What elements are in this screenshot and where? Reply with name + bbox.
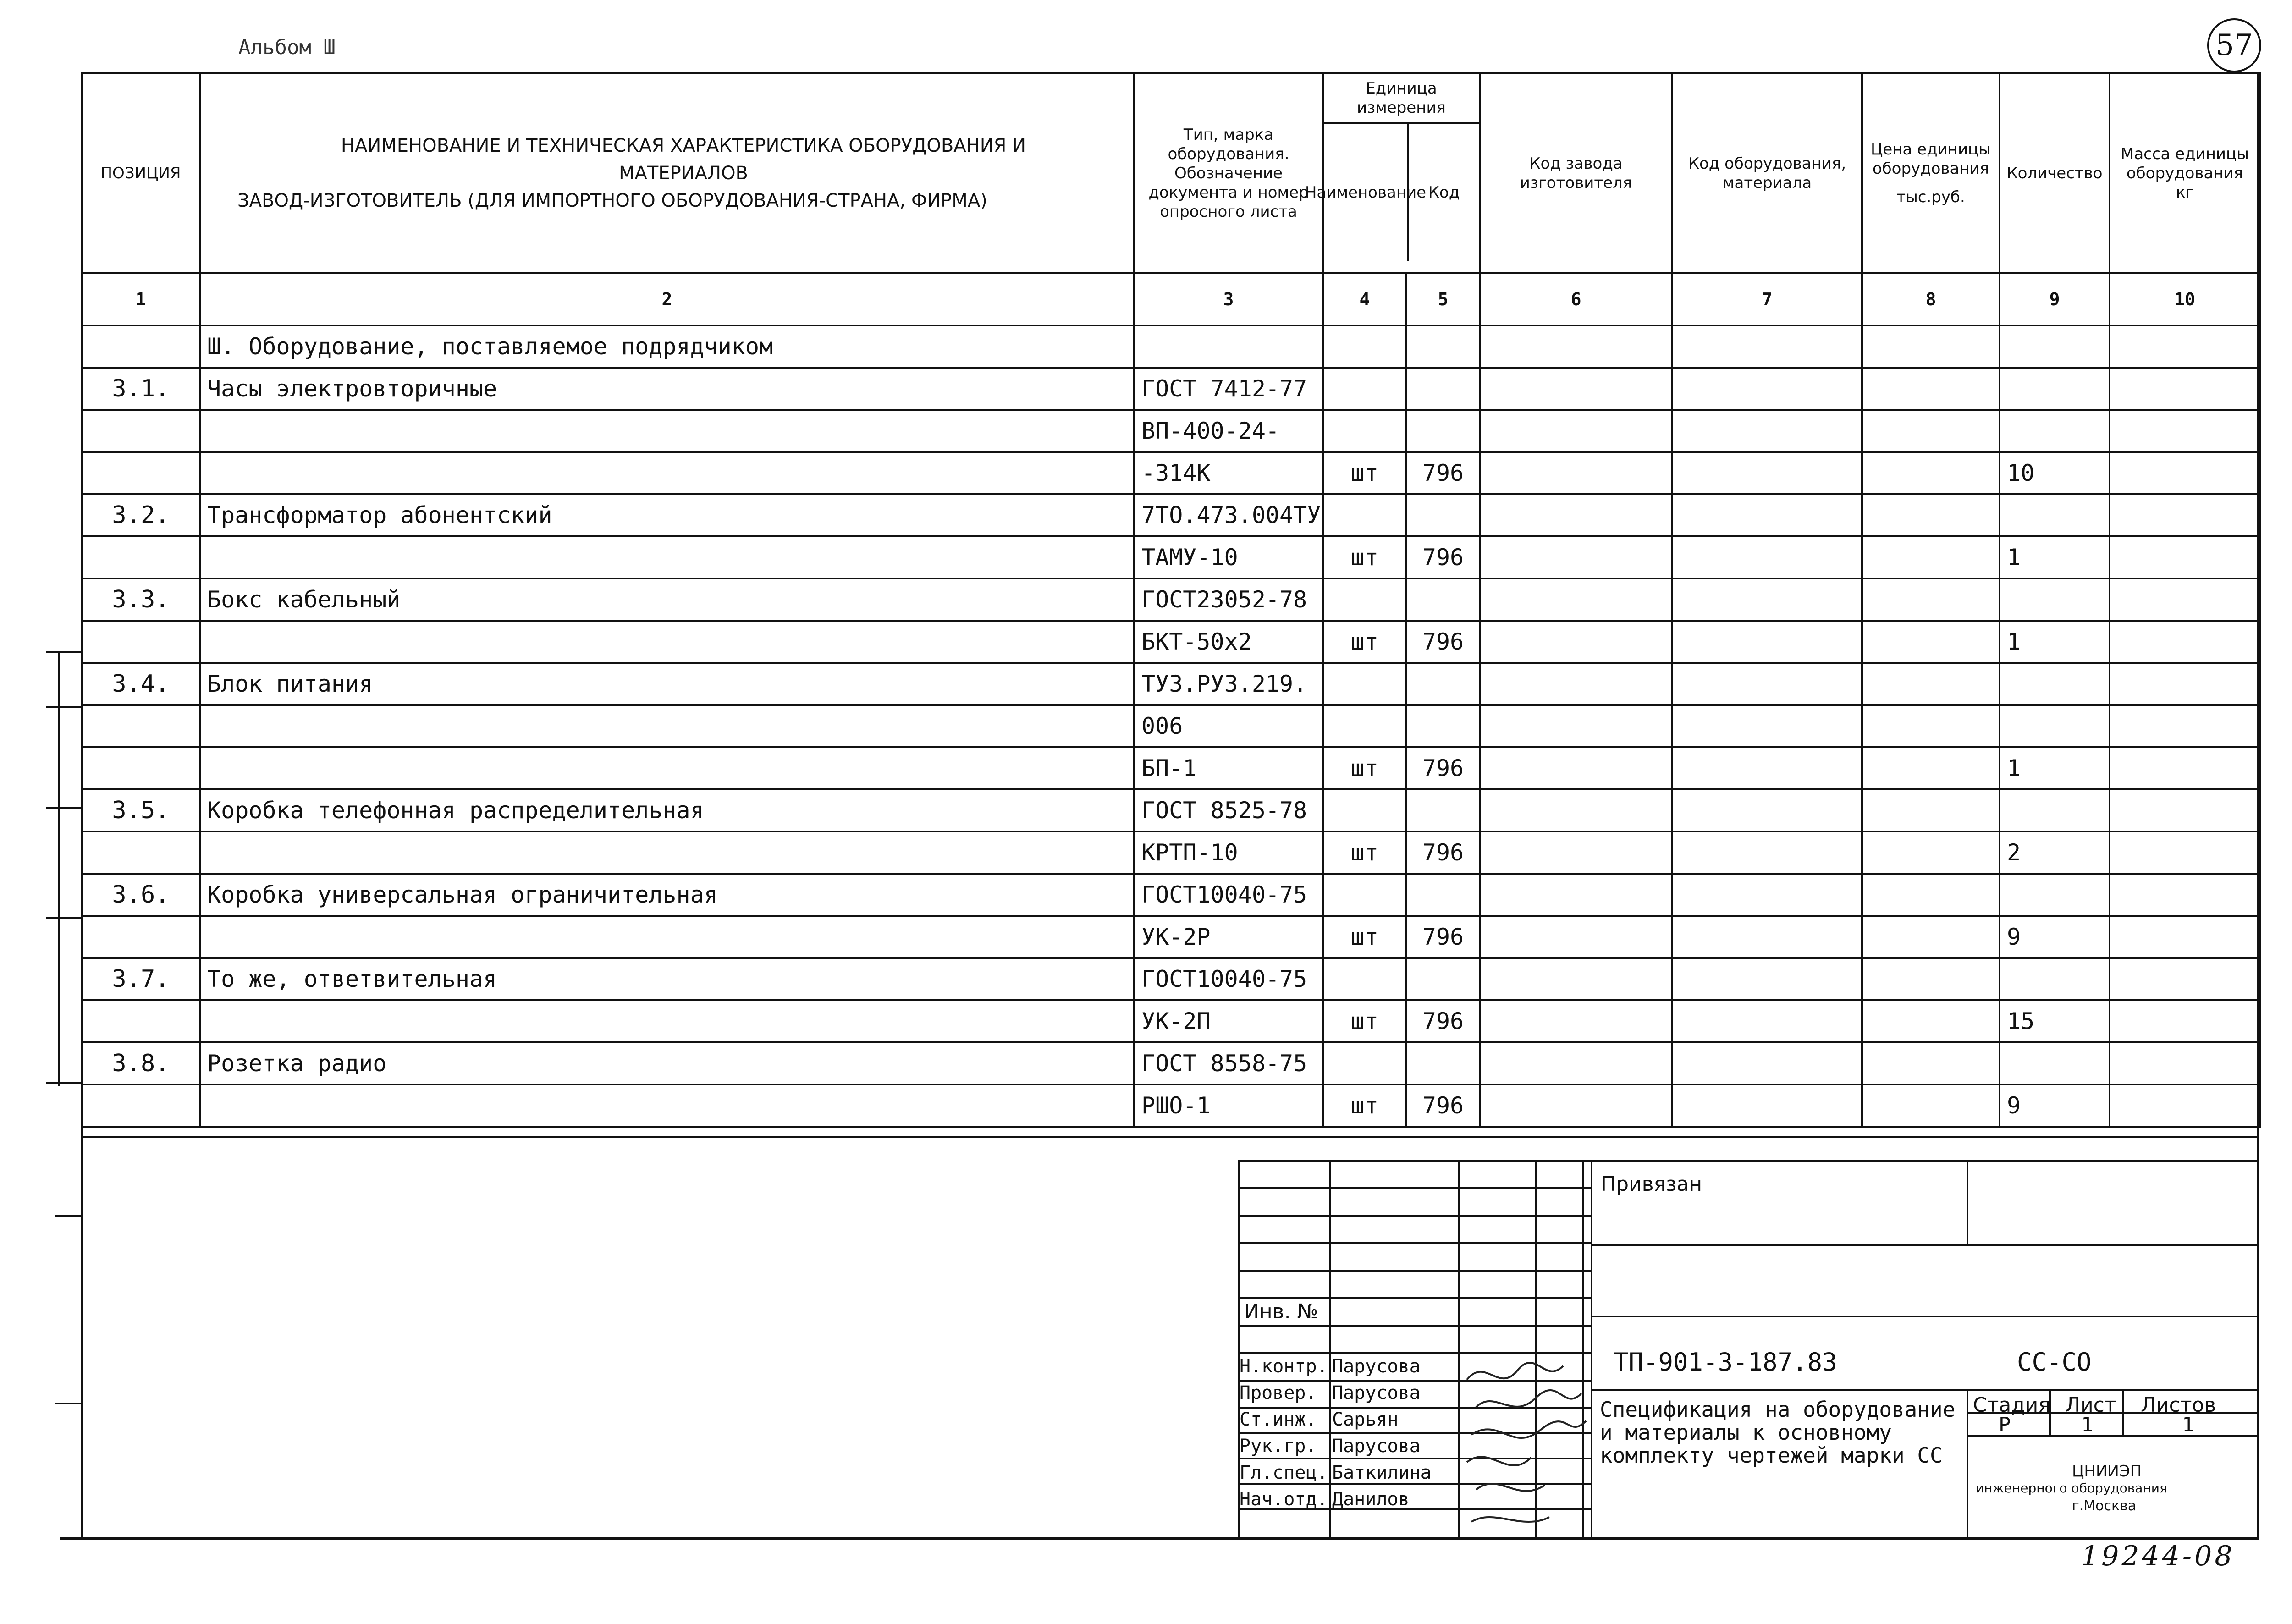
header-mass — [2110, 73, 2260, 273]
row-type: ГОСТ10040-75 — [1134, 874, 1323, 916]
section-row — [82, 325, 2260, 368]
row-position — [82, 831, 200, 874]
row-quantity: 1 — [2000, 747, 2110, 789]
row-unit-code: 796 — [1406, 1085, 1480, 1127]
row-quantity — [2000, 958, 2110, 1000]
row-type: ГОСТ10040-75 — [1134, 958, 1323, 1000]
row-mass — [2110, 663, 2260, 705]
signer-name: Данилов — [1332, 1489, 1410, 1510]
row-price — [1862, 452, 2000, 494]
table-row — [82, 410, 2260, 452]
signer-role: Нач.отд. — [1240, 1489, 1328, 1510]
table-row — [82, 831, 2260, 874]
row-type: ГОСТ 7412-77 — [1134, 368, 1323, 410]
row-equipment-code — [1672, 747, 1862, 789]
row-position: 3.2. — [82, 494, 200, 536]
row-position: 3.1. — [82, 368, 200, 410]
archive-number: 19244-08 — [2081, 1540, 2235, 1572]
row-type: РШО-1 — [1134, 1085, 1323, 1127]
binding-tick — [55, 1403, 83, 1404]
binding-tick — [46, 917, 83, 919]
row-price — [1862, 368, 2000, 410]
row-equipment-code — [1672, 789, 1862, 831]
row-name — [200, 452, 1134, 494]
row-type: УК-2Р — [1134, 916, 1323, 958]
row-equipment-code — [1672, 663, 1862, 705]
row-unit: шт — [1323, 831, 1406, 874]
row-name — [200, 1085, 1134, 1127]
album-stamp: Альбом Ш — [238, 36, 336, 59]
row-mass — [2110, 452, 2260, 494]
row-factory-code — [1480, 1085, 1672, 1127]
row-unit-code — [1406, 663, 1480, 705]
col-number: 1 — [82, 273, 200, 325]
row-type: БКТ-50х2 — [1134, 621, 1323, 663]
row-price — [1862, 747, 2000, 789]
table-row — [82, 789, 2260, 831]
row-mass — [2110, 874, 2260, 916]
row-mass — [2110, 621, 2260, 663]
row-type: ВП-400-24- — [1134, 410, 1323, 452]
row-price — [1862, 621, 2000, 663]
row-factory-code — [1480, 536, 1672, 578]
row-position: 3.6. — [82, 874, 200, 916]
row-equipment-code — [1672, 536, 1862, 578]
header-factory-code: Код завода изготовителя — [1480, 73, 1672, 273]
row-mass — [2110, 1085, 2260, 1127]
row-mass — [2110, 536, 2260, 578]
row-unit — [1323, 789, 1406, 831]
row-quantity — [2000, 705, 2110, 747]
row-unit-code — [1406, 410, 1480, 452]
row-name: Коробка универсальная ограничительная — [200, 874, 1134, 916]
row-equipment-code — [1672, 578, 1862, 621]
row-type: ГОСТ 8558-75 — [1134, 1042, 1323, 1085]
inv-no-label: Инв. № — [1244, 1300, 1318, 1323]
header-unit-name-text: Наименование — [1305, 183, 1427, 202]
section-title: Ш. Оборудование, поставляемое подрядчиком — [200, 325, 1134, 368]
row-factory-code — [1480, 663, 1672, 705]
row-position — [82, 536, 200, 578]
header-mass-b: кг — [2176, 183, 2194, 202]
row-name: Трансформатор абонентский — [200, 494, 1134, 536]
row-equipment-code — [1672, 916, 1862, 958]
header-price-a: Цена единицы оборудования — [1871, 140, 1991, 178]
org-line2: инженерного оборудования — [1976, 1481, 2167, 1496]
row-type: УК-2П — [1134, 1000, 1323, 1042]
row-position — [82, 621, 200, 663]
row-position: 3.5. — [82, 789, 200, 831]
row-price — [1862, 874, 2000, 916]
row-mass — [2110, 1042, 2260, 1085]
row-price — [1862, 578, 2000, 621]
row-quantity: 9 — [2000, 1085, 2110, 1127]
table-bottom-rule — [81, 1136, 2259, 1138]
col-number: 10 — [2110, 273, 2260, 325]
table-row — [82, 536, 2260, 578]
row-equipment-code — [1672, 368, 1862, 410]
sheet-description: Спецификация на оборудование и материалы к основному комплекту чертежей марки СС — [1600, 1397, 1956, 1468]
row-unit: шт — [1323, 747, 1406, 789]
header-name-line1: НАИМЕНОВАНИЕ И ТЕХНИЧЕСКАЯ ХАРАКТЕРИСТИКА ОБОРУДОВАНИЯ И — [341, 135, 1026, 156]
col-number: 3 — [1134, 273, 1323, 325]
row-mass — [2110, 705, 2260, 747]
row-unit-code — [1406, 1042, 1480, 1085]
col-number: 2 — [200, 273, 1134, 325]
privyazan-label: Привязан — [1601, 1173, 1702, 1196]
row-position: 3.8. — [82, 1042, 200, 1085]
row-equipment-code — [1672, 410, 1862, 452]
header-name — [200, 73, 1134, 273]
row-price — [1862, 1000, 2000, 1042]
header-name-line2: МАТЕРИАЛОВ — [619, 163, 748, 184]
row-mass — [2110, 494, 2260, 536]
title-block — [1238, 1160, 2259, 1539]
row-equipment-code — [1672, 1000, 1862, 1042]
row-quantity — [2000, 494, 2110, 536]
row-position — [82, 747, 200, 789]
drawing-mark: СС-СО — [2017, 1348, 2092, 1376]
header-name-line3: ЗАВОД-ИЗГОТОВИТЕЛЬ (ДЛЯ ИМПОРТНОГО ОБОРУДОВАНИЯ-СТРАНА, ФИРМА) — [237, 190, 987, 211]
table-row — [82, 958, 2260, 1000]
signer-role: Рук.гр. — [1240, 1436, 1317, 1457]
row-type: ГОСТ23052-78 — [1134, 578, 1323, 621]
org-line3: г.Москва — [2072, 1498, 2137, 1514]
header-row — [82, 73, 2260, 273]
row-unit — [1323, 874, 1406, 916]
binding-tick — [46, 807, 83, 809]
sheet-value: 1 — [2081, 1413, 2094, 1437]
row-quantity: 10 — [2000, 452, 2110, 494]
row-quantity — [2000, 410, 2110, 452]
row-mass — [2110, 1000, 2260, 1042]
row-name: Розетка радио — [200, 1042, 1134, 1085]
row-price — [1862, 831, 2000, 874]
row-unit-code — [1406, 494, 1480, 536]
row-type: -314К — [1134, 452, 1323, 494]
row-price — [1862, 536, 2000, 578]
row-name — [200, 705, 1134, 747]
row-mass — [2110, 368, 2260, 410]
row-name — [200, 410, 1134, 452]
page-number-text: 57 — [2215, 28, 2253, 62]
row-unit — [1323, 958, 1406, 1000]
header-unit-code-text: Код — [1428, 183, 1460, 202]
row-unit: шт — [1323, 536, 1406, 578]
row-quantity: 1 — [2000, 536, 2110, 578]
row-unit-code: 796 — [1406, 747, 1480, 789]
row-factory-code — [1480, 1000, 1672, 1042]
row-unit: шт — [1323, 916, 1406, 958]
row-position — [82, 916, 200, 958]
row-unit: шт — [1323, 621, 1406, 663]
column-number-row — [82, 273, 2260, 325]
row-name — [200, 536, 1134, 578]
row-factory-code — [1480, 621, 1672, 663]
row-type: ТУ3.РУ3.219. — [1134, 663, 1323, 705]
row-factory-code — [1480, 410, 1672, 452]
page-number — [2207, 18, 2261, 72]
row-quantity — [2000, 1042, 2110, 1085]
header-unit-name — [1305, 124, 1427, 261]
row-name: То же, ответвительная — [200, 958, 1134, 1000]
row-type: 006 — [1134, 705, 1323, 747]
header-type: Тип, марка оборудования. Обозначение документа и номер опросного листа — [1134, 73, 1323, 273]
row-unit: шт — [1323, 1000, 1406, 1042]
table-row — [82, 1042, 2260, 1085]
row-equipment-code — [1672, 621, 1862, 663]
row-price — [1862, 1085, 2000, 1127]
signer-name: Парусова — [1332, 1356, 1421, 1377]
binding-tick — [46, 706, 83, 708]
row-name — [200, 747, 1134, 789]
header-unit-title: Единица измерения — [1324, 74, 1479, 124]
col-number: 8 — [1862, 273, 2000, 325]
row-factory-code — [1480, 1042, 1672, 1085]
row-name — [200, 1000, 1134, 1042]
header-price-b: тыс.руб. — [1896, 188, 1965, 206]
row-price — [1862, 705, 2000, 747]
col-number: 4 — [1323, 273, 1406, 325]
signer-role: Провер. — [1240, 1382, 1317, 1404]
row-unit — [1323, 368, 1406, 410]
header-unit-group — [1305, 73, 1480, 273]
table-row — [82, 452, 2260, 494]
col-number: 6 — [1480, 273, 1672, 325]
row-unit-code — [1406, 368, 1480, 410]
row-unit-code — [1406, 874, 1480, 916]
row-factory-code — [1480, 958, 1672, 1000]
row-factory-code — [1480, 831, 1672, 874]
row-position — [82, 1085, 200, 1127]
designation: ТП-901-3-187.83 — [1614, 1348, 1837, 1376]
row-unit — [1323, 578, 1406, 621]
section-pos — [82, 325, 200, 368]
row-quantity — [2000, 789, 2110, 831]
row-price — [1862, 958, 2000, 1000]
row-factory-code — [1480, 789, 1672, 831]
signer-role: Гл.спец. — [1240, 1462, 1328, 1483]
stage-label: Стадия — [1973, 1393, 2050, 1417]
table-row — [82, 874, 2260, 916]
sheets-value: 1 — [2182, 1413, 2194, 1437]
specification-table — [81, 72, 2261, 1128]
row-mass — [2110, 578, 2260, 621]
row-quantity: 2 — [2000, 831, 2110, 874]
row-unit — [1323, 705, 1406, 747]
row-mass — [2110, 410, 2260, 452]
row-equipment-code — [1672, 874, 1862, 916]
row-mass — [2110, 958, 2260, 1000]
row-equipment-code — [1672, 831, 1862, 874]
row-factory-code — [1480, 747, 1672, 789]
row-factory-code — [1480, 494, 1672, 536]
row-unit-code — [1406, 705, 1480, 747]
table-row — [82, 494, 2260, 536]
table-row — [82, 705, 2260, 747]
row-position: 3.3. — [82, 578, 200, 621]
table-row — [82, 368, 2260, 410]
row-type: 7ТО.473.004ТУ — [1134, 494, 1323, 536]
row-name: Часы электровторичные — [200, 368, 1134, 410]
binding-tick — [46, 1082, 83, 1084]
row-mass — [2110, 789, 2260, 831]
binding-tick — [55, 1215, 83, 1217]
row-name: Блок питания — [200, 663, 1134, 705]
row-equipment-code — [1672, 452, 1862, 494]
row-unit-code: 796 — [1406, 916, 1480, 958]
row-unit-code — [1406, 789, 1480, 831]
signer-role: Ст.инж. — [1240, 1409, 1317, 1430]
signatures-scribble — [1458, 1352, 1591, 1539]
row-mass — [2110, 747, 2260, 789]
sheets-label: Листов — [2141, 1393, 2216, 1417]
row-quantity: 1 — [2000, 621, 2110, 663]
row-name: Коробка телефонная распределительная — [200, 789, 1134, 831]
row-name — [200, 621, 1134, 663]
header-price — [1862, 73, 2000, 273]
row-price — [1862, 916, 2000, 958]
row-unit: шт — [1323, 452, 1406, 494]
row-factory-code — [1480, 916, 1672, 958]
sheet-label: Лист — [2065, 1393, 2116, 1417]
row-unit-code: 796 — [1406, 536, 1480, 578]
row-unit: шт — [1323, 1085, 1406, 1127]
row-price — [1862, 410, 2000, 452]
header-unit-code — [1409, 124, 1479, 261]
row-quantity — [2000, 874, 2110, 916]
row-mass — [2110, 831, 2260, 874]
row-equipment-code — [1672, 494, 1862, 536]
row-position: 3.7. — [82, 958, 200, 1000]
row-equipment-code — [1672, 705, 1862, 747]
table-row — [82, 578, 2260, 621]
row-mass — [2110, 916, 2260, 958]
signer-role: Н.контр. — [1240, 1356, 1328, 1377]
row-type: КРТП-10 — [1134, 831, 1323, 874]
col-number: 5 — [1406, 273, 1480, 325]
row-name — [200, 831, 1134, 874]
row-unit-code: 796 — [1406, 831, 1480, 874]
col-number: 9 — [2000, 273, 2110, 325]
row-quantity — [2000, 368, 2110, 410]
row-quantity — [2000, 663, 2110, 705]
row-position — [82, 1000, 200, 1042]
spec-body — [82, 368, 2260, 1127]
header-mass-a: Масса единицы оборудования — [2120, 145, 2249, 182]
header-quantity: Количество — [2000, 73, 2110, 273]
row-position — [82, 452, 200, 494]
row-unit — [1323, 663, 1406, 705]
table-row — [82, 621, 2260, 663]
row-unit — [1323, 494, 1406, 536]
signer-name: Парусова — [1332, 1382, 1421, 1404]
table-row — [82, 1085, 2260, 1127]
row-quantity — [2000, 578, 2110, 621]
row-position — [82, 410, 200, 452]
table-row — [82, 663, 2260, 705]
row-factory-code — [1480, 705, 1672, 747]
row-name — [200, 916, 1134, 958]
row-factory-code — [1480, 368, 1672, 410]
row-price — [1862, 494, 2000, 536]
row-factory-code — [1480, 578, 1672, 621]
row-equipment-code — [1672, 1042, 1862, 1085]
row-name: Бокс кабельный — [200, 578, 1134, 621]
row-unit-code: 796 — [1406, 452, 1480, 494]
org-line1: ЦНИИЭП — [2072, 1462, 2142, 1481]
row-quantity: 9 — [2000, 916, 2110, 958]
row-unit-code: 796 — [1406, 1000, 1480, 1042]
stage-value: Р — [1999, 1413, 2011, 1437]
row-factory-code — [1480, 452, 1672, 494]
row-unit — [1323, 1042, 1406, 1085]
row-quantity: 15 — [2000, 1000, 2110, 1042]
table-row — [82, 916, 2260, 958]
row-type: ГОСТ 8525-78 — [1134, 789, 1323, 831]
row-position — [82, 705, 200, 747]
row-unit — [1323, 410, 1406, 452]
row-price — [1862, 663, 2000, 705]
row-equipment-code — [1672, 958, 1862, 1000]
row-unit-code — [1406, 578, 1480, 621]
signer-name: Парусова — [1332, 1436, 1421, 1457]
table-row — [82, 1000, 2260, 1042]
signer-name: Баткилина — [1332, 1462, 1432, 1483]
binding-tick — [46, 651, 83, 653]
header-unit-subcols — [1305, 124, 1479, 261]
row-price — [1862, 789, 2000, 831]
header-equipment-code: Код оборудования, материала — [1672, 73, 1862, 273]
row-position: 3.4. — [82, 663, 200, 705]
row-type: ТАМУ-10 — [1134, 536, 1323, 578]
row-type: БП-1 — [1134, 747, 1323, 789]
row-factory-code — [1480, 874, 1672, 916]
row-equipment-code — [1672, 1085, 1862, 1127]
table-row — [82, 747, 2260, 789]
binding-line — [58, 651, 60, 1086]
signer-name: Сарьян — [1332, 1409, 1399, 1430]
row-unit-code: 796 — [1406, 621, 1480, 663]
header-position: ПОЗИЦИЯ — [82, 73, 200, 273]
col-number: 7 — [1672, 273, 1862, 325]
row-unit-code — [1406, 958, 1480, 1000]
row-price — [1862, 1042, 2000, 1085]
